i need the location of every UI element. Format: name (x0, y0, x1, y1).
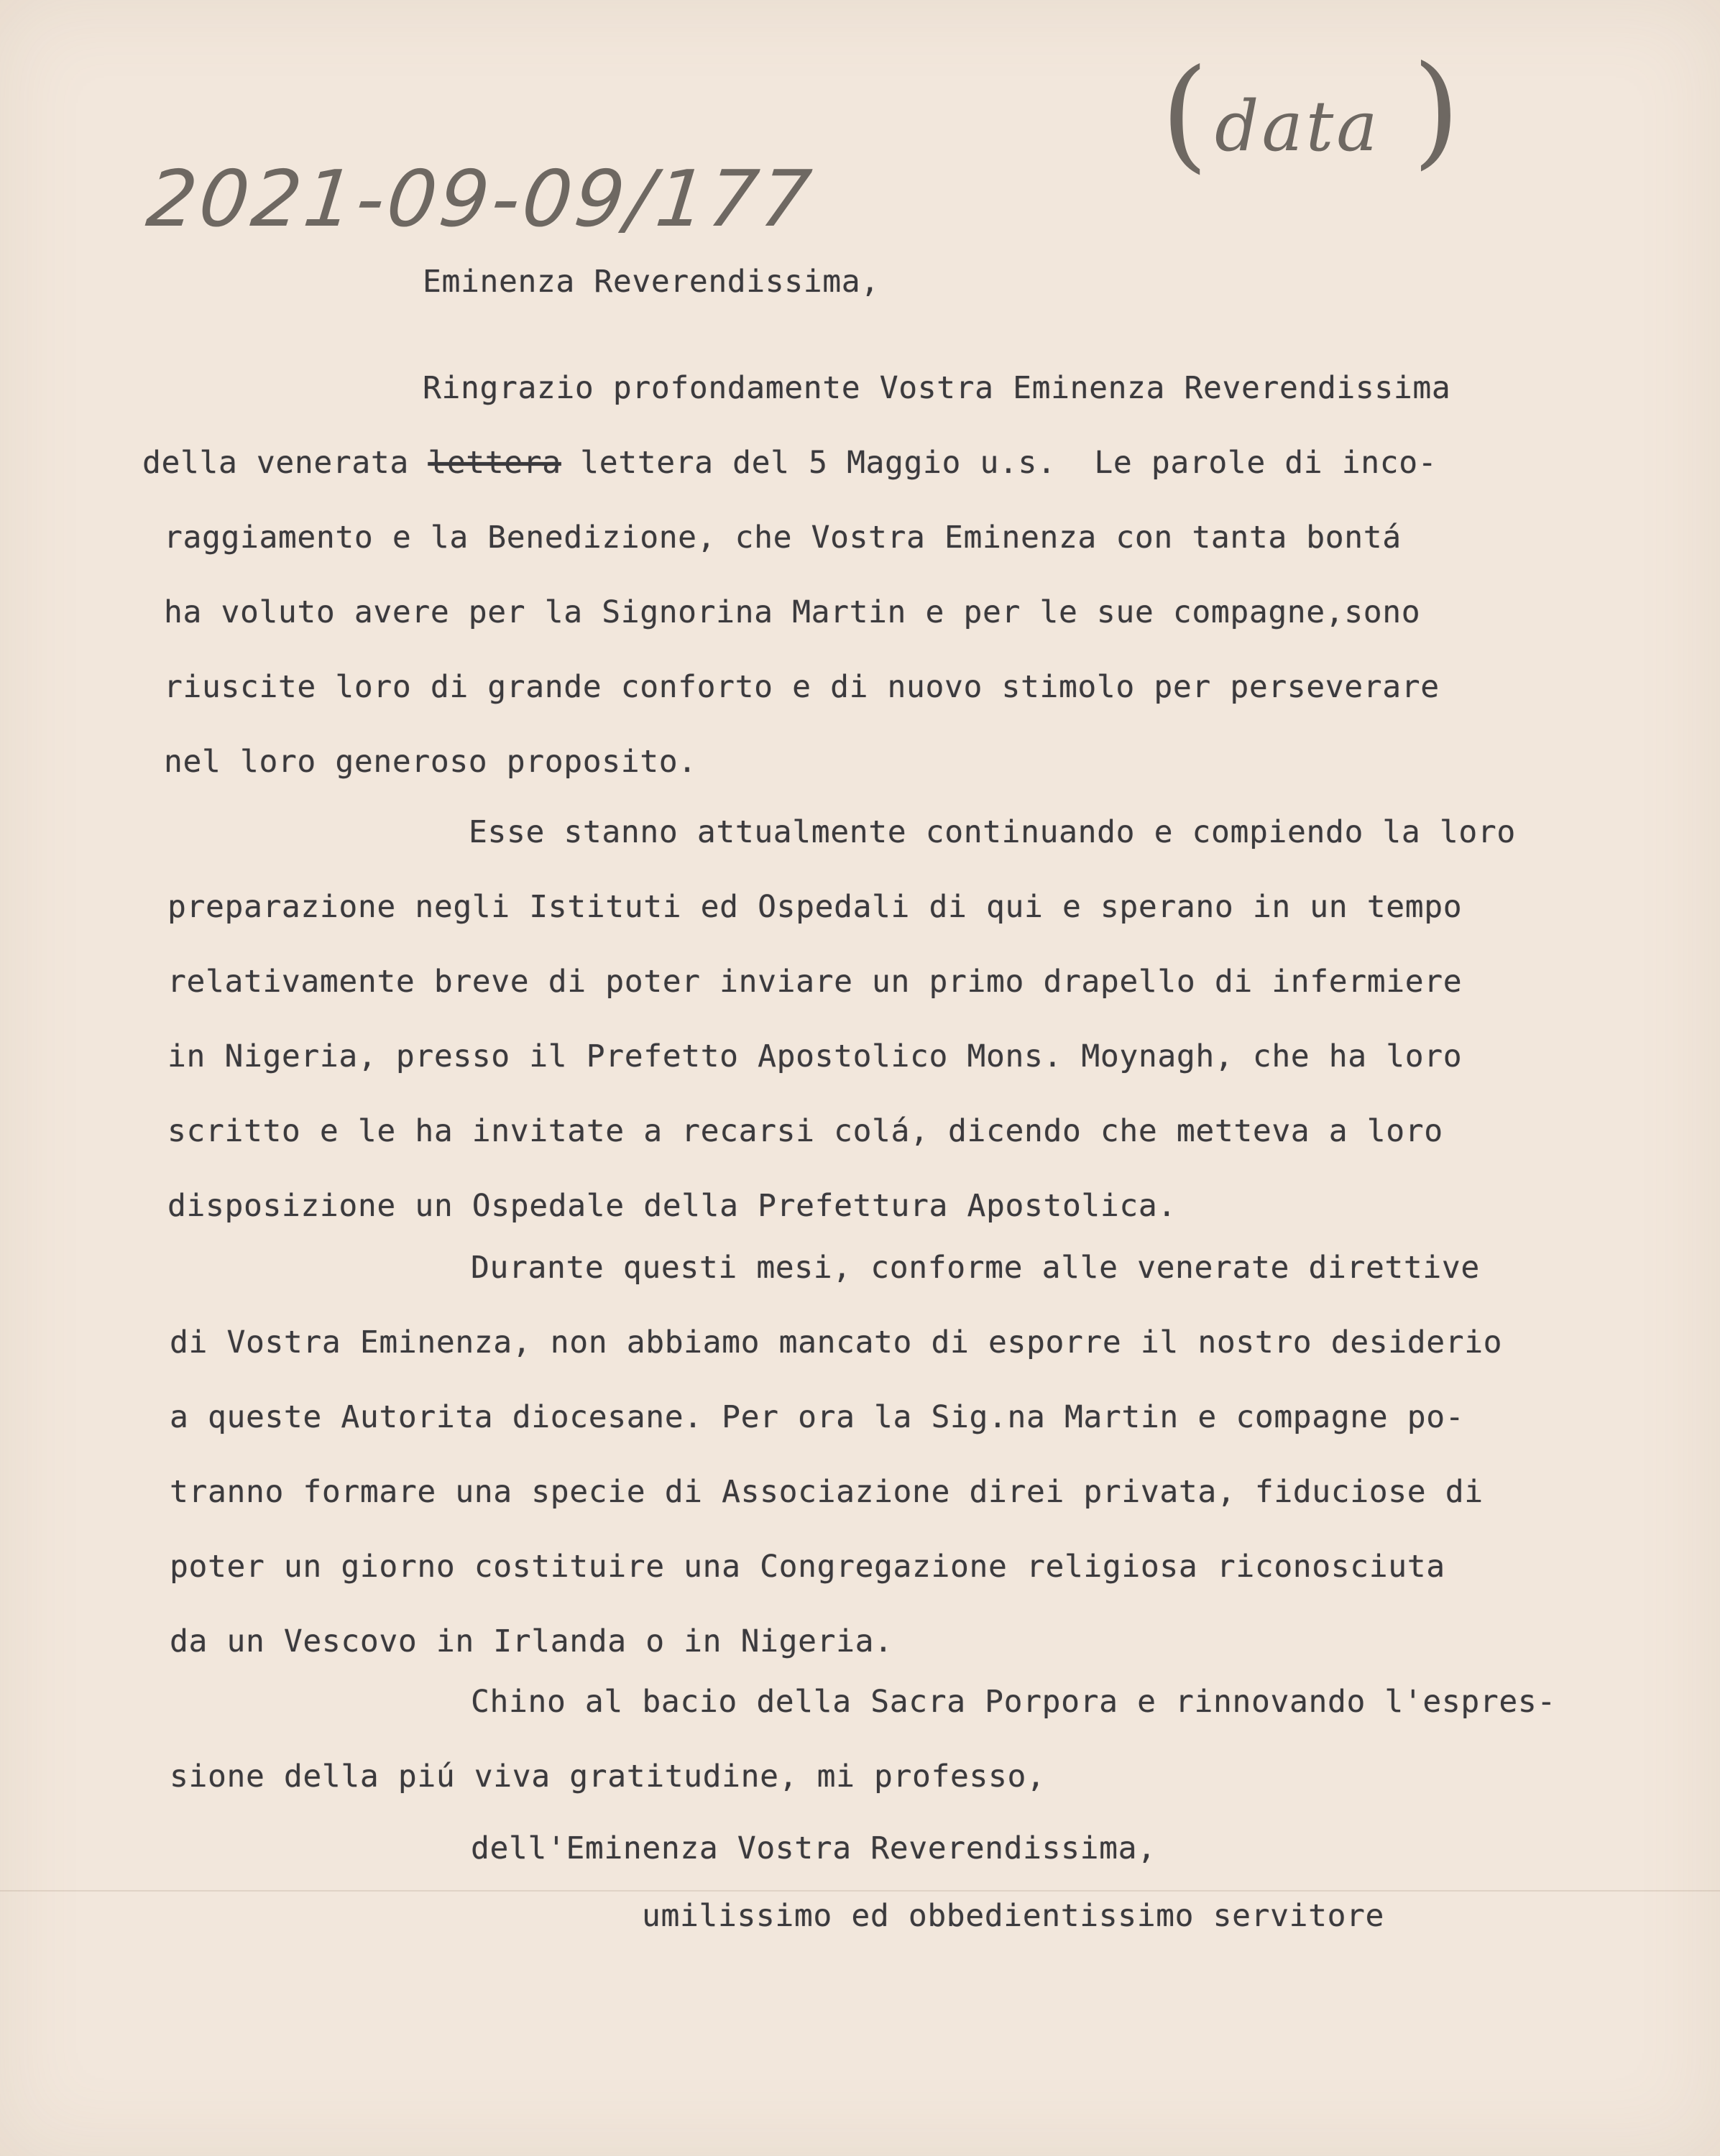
paragraph-2-line-6: disposizione un Ospedale della Prefettura Apostolica. (167, 1188, 1177, 1224)
paragraph-1-line-2 (142, 445, 1437, 481)
handwritten-date-note: data (1215, 86, 1381, 167)
salutation: Eminenza Reverendissima, (423, 264, 880, 300)
paragraph-1-line-6: nel loro generoso proposito. (164, 744, 697, 780)
paper-fold-line (0, 1890, 1720, 1892)
paragraph-3-line-1: Durante questi mesi, conforme alle venerate direttive (471, 1250, 1480, 1286)
handwritten-close-paren: ) (1412, 40, 1461, 182)
paragraph-2-line-2: preparazione negli Istituti ed Ospedali di qui e sperano in un tempo (167, 889, 1463, 925)
paragraph-2-line-4: in Nigeria, presso il Prefetto Apostolico Mons. Moynagh, che ha loro (167, 1038, 1463, 1074)
paragraph-2-line-1: Esse stanno attualmente continuando e compiendo la loro (469, 814, 1516, 850)
line-2-end: lettera del 5 Maggio u.s. Le parole di inco- (561, 445, 1438, 481)
paragraph-4-line-1: Chino al bacio della Sacra Porpora e rinnovando l'espres- (471, 1684, 1556, 1720)
closing-line-1: dell'Eminenza Vostra Reverendissima, (471, 1830, 1156, 1866)
paragraph-3-line-6: da un Vescovo in Irlanda o in Nigeria. (170, 1623, 893, 1659)
handwritten-archive-number: 2021-09-09/177 (142, 155, 818, 244)
paragraph-2-line-3: relativamente breve di poter inviare un primo drapello di infermiere (167, 964, 1463, 1000)
paragraph-3-line-5: poter un giorno costituire una Congregazione religiosa riconosciuta (170, 1549, 1445, 1585)
paragraph-2-line-5: scritto e le ha invitate a recarsi colá, dicendo che metteva a loro (167, 1113, 1443, 1149)
paragraph-1-line-1: Ringrazio profondamente Vostra Eminenza Reverendissima (423, 370, 1451, 406)
paragraph-4-line-2: sione della piú viva gratitudine, mi professo, (170, 1759, 1046, 1795)
closing-line-2: umilissimo ed obbedientissimo servitore (642, 1898, 1385, 1934)
line-2-start: della venerata (142, 445, 428, 481)
handwritten-open-paren: ( (1161, 43, 1209, 185)
paragraph-3-line-4: tranno formare una specie di Associazione direi privata, fiduciose di (170, 1474, 1484, 1510)
paragraph-1-line-3: raggiamento e la Benedizione, che Vostra Eminenza con tanta bontá (164, 520, 1402, 556)
struck-word: lettera (428, 445, 561, 481)
paragraph-3-line-3: a queste Autorita diocesane. Per ora la Sig.na Martin e compagne po- (170, 1399, 1465, 1435)
paragraph-1-line-5: riuscite loro di grande conforto e di nuovo stimolo per perseverare (164, 669, 1440, 705)
paragraph-1-line-4: ha voluto avere per la Signorina Martin e per le sue compagne,sono (164, 594, 1421, 630)
paragraph-3-line-2: di Vostra Eminenza, non abbiamo mancato di esporre il nostro desiderio (170, 1325, 1503, 1360)
